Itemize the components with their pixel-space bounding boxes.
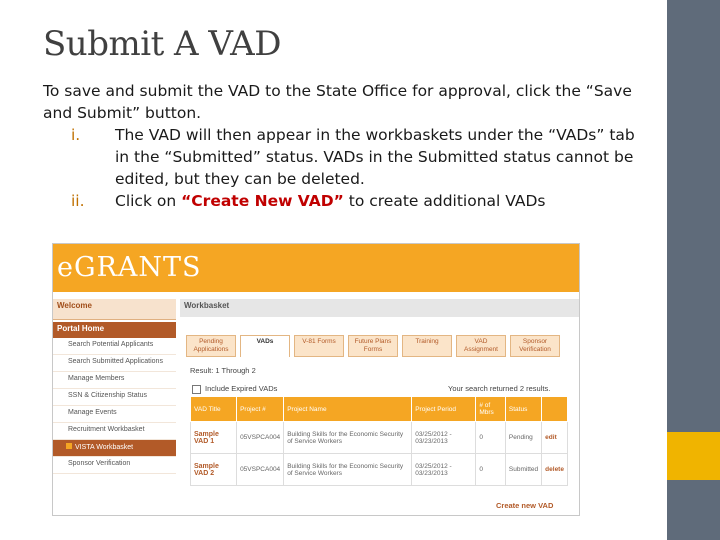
app-banner (53, 244, 579, 292)
create-new-vad-highlight: “Create New VAD” (181, 192, 344, 210)
tab-training[interactable]: Training (402, 335, 452, 357)
slide-body (43, 80, 663, 212)
nav-welcome: Welcome (53, 299, 176, 320)
list-item-i (43, 124, 663, 190)
nav-item-search-submitted-applications[interactable]: Search Submitted Applications (53, 355, 176, 372)
slide-title: Submit A VAD (43, 24, 281, 64)
item-ii-post: to create additional VADs (343, 192, 546, 210)
include-expired-label: Include Expired VADs (205, 384, 278, 393)
expand-icon (66, 443, 72, 449)
create-new-vad-link[interactable]: Create new VAD (496, 501, 554, 510)
cell-mbrs: 0 (476, 454, 506, 486)
item-ii-pre: Click on (115, 192, 182, 210)
edit-link[interactable]: edit (542, 422, 568, 454)
nav-portal-home[interactable]: Portal Home (53, 322, 176, 338)
results-range: Result: 1 Through 2 (190, 366, 256, 375)
workbasket-tabs (186, 335, 576, 357)
list-number: ii. (71, 192, 85, 210)
include-expired-checkbox[interactable] (192, 385, 201, 394)
table-row (191, 422, 568, 454)
nav-item-recruitment-workbasket[interactable]: Recruitment Workbasket (53, 423, 176, 440)
egrants-screenshot (52, 243, 580, 516)
list-item-ii (43, 190, 663, 212)
col-project-period[interactable]: Project Period (412, 397, 476, 422)
col-action (542, 397, 568, 422)
cell-project-name: Building Skills for the Economic Security of Service Workers (284, 422, 412, 454)
col-project-name[interactable]: Project Name (284, 397, 412, 422)
item-i-line-2: in the “Submitted” status. VADs in the Submitted status cannot be (115, 148, 634, 166)
slide-accent-block (667, 432, 720, 480)
item-i-line-3: edited, but they can be deleted. (115, 170, 365, 188)
cell-status: Submitted (505, 454, 541, 486)
nav-item-manage-members[interactable]: Manage Members (53, 372, 176, 389)
nav-item-search-potential-applicants[interactable]: Search Potential Applicants (53, 338, 176, 355)
nav-item-vista-workbasket[interactable] (53, 440, 176, 457)
tab-sponsor-verification[interactable]: Sponsor Verification (510, 335, 560, 357)
vad-title-link[interactable]: Sample VAD 2 (191, 454, 237, 486)
tab-v81-forms[interactable]: V-81 Forms (294, 335, 344, 357)
cell-status: Pending (505, 422, 541, 454)
list-number: i. (71, 126, 81, 144)
table-row (191, 454, 568, 486)
col-project-number[interactable]: Project # (237, 397, 284, 422)
tab-pending-applications[interactable]: Pending Applications (186, 335, 236, 357)
workbasket-header: Workbasket (180, 299, 580, 317)
intro-line-1: To save and submit the VAD to the State Office for approval, click the “Save (43, 82, 632, 100)
nav-item-ssn-citizenship[interactable]: SSN & Citizenship Status (53, 389, 176, 406)
delete-link[interactable]: delete (542, 454, 568, 486)
nav-item-sponsor-verification[interactable]: Sponsor Verification (53, 457, 176, 474)
cell-mbrs: 0 (476, 422, 506, 454)
cell-project: 05VSPCA004 (237, 454, 284, 486)
cell-project-name: Building Skills for the Economic Security of Service Workers (284, 454, 412, 486)
nav-item-label: VISTA Workbasket (75, 444, 134, 451)
col-vad-title[interactable]: VAD Title (191, 397, 237, 422)
tab-vad-assignment[interactable]: VAD Assignment (456, 335, 506, 357)
search-result-count: Your search returned 2 results. (448, 384, 551, 393)
vad-title-link[interactable]: Sample VAD 1 (191, 422, 237, 454)
cell-period: 03/25/2012 - 03/23/2013 (412, 422, 476, 454)
col-status[interactable]: Status (505, 397, 541, 422)
tab-vads[interactable]: VADs (240, 335, 290, 357)
nav-item-manage-events[interactable]: Manage Events (53, 406, 176, 423)
left-nav (53, 299, 176, 509)
table-header-row (191, 397, 568, 422)
egrants-logo: eGRANTS (57, 252, 202, 283)
intro-line-2: and Submit” button. (43, 104, 202, 122)
vad-table (190, 396, 568, 486)
item-i-line-1: The VAD will then appear in the workbaskets under the “VADs” tab (115, 126, 635, 144)
cell-period: 03/25/2012 - 03/23/2013 (412, 454, 476, 486)
col-num-members[interactable]: # of Mbrs (476, 397, 506, 422)
tab-future-plans-forms[interactable]: Future Plans Forms (348, 335, 398, 357)
cell-project: 05VSPCA004 (237, 422, 284, 454)
include-expired-option[interactable] (192, 384, 277, 394)
